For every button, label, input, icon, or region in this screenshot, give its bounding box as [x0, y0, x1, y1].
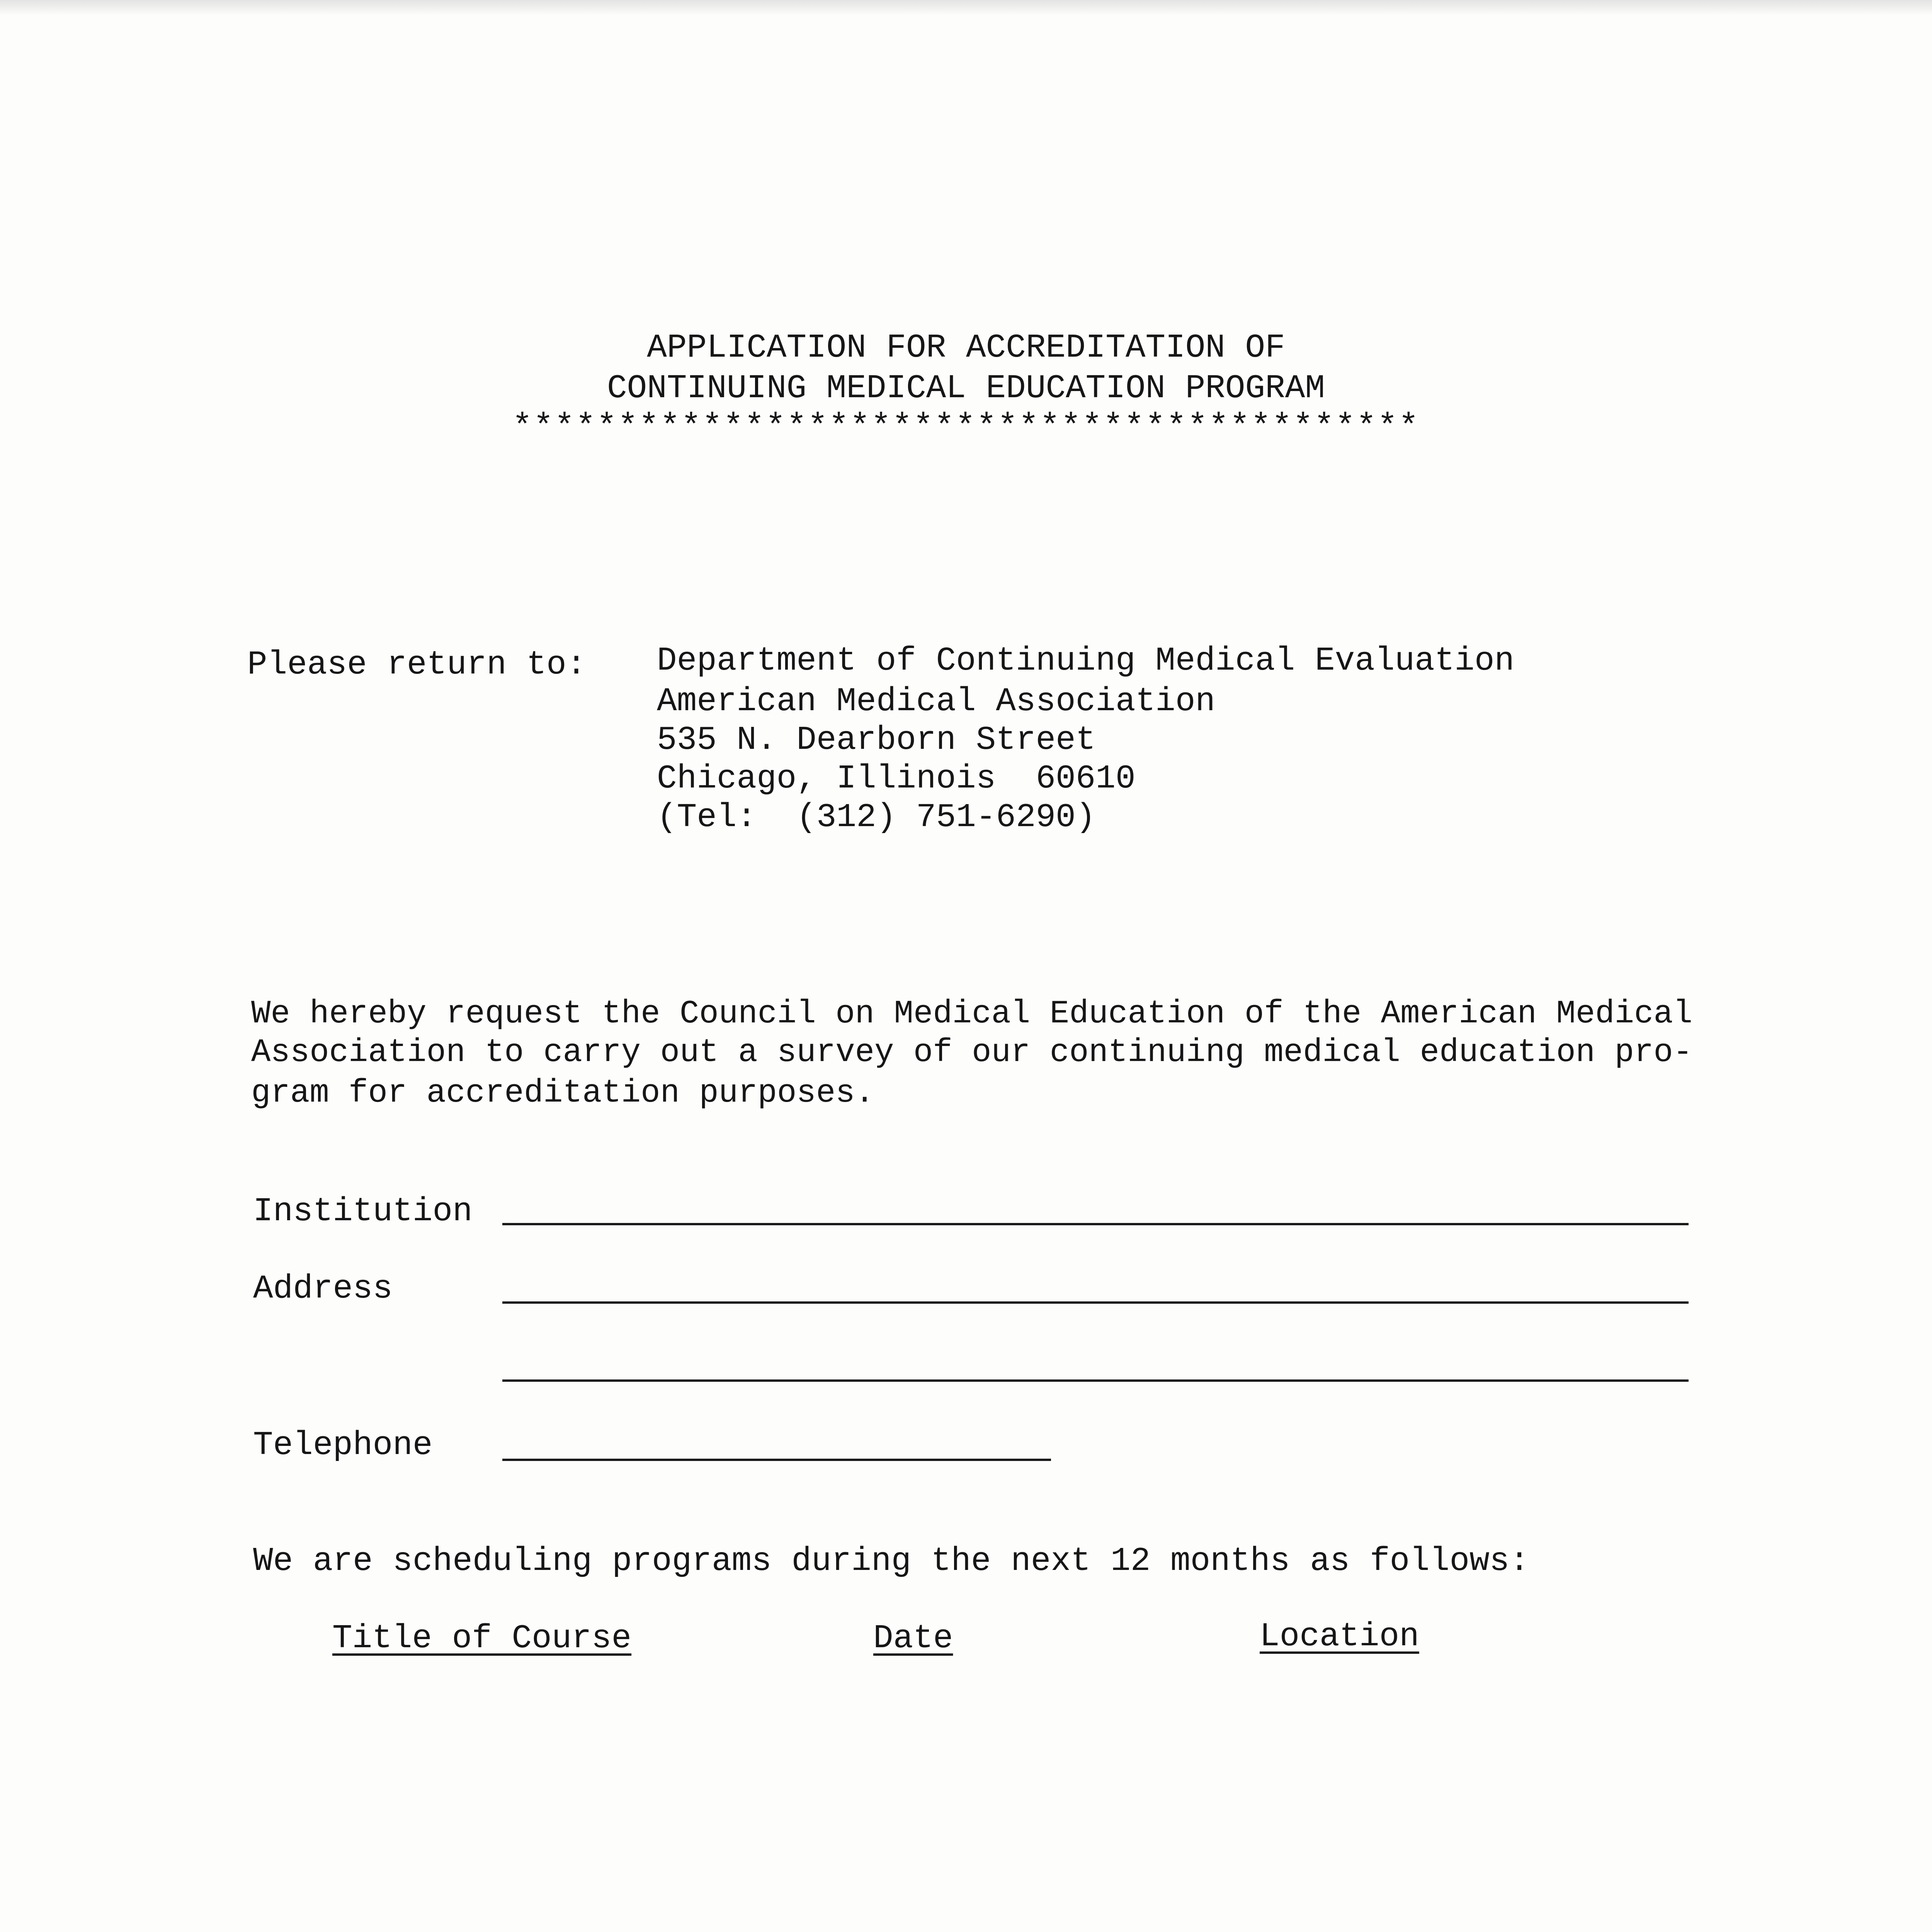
institution-line[interactable] — [502, 1223, 1689, 1225]
return-address-line: (Tel: (312) 751-6290) — [657, 798, 1096, 836]
telephone-label: Telephone — [253, 1426, 433, 1464]
schedule-intro: We are scheduling programs during the next 12 months as follows: — [253, 1542, 1529, 1580]
address-label: Address — [253, 1270, 393, 1308]
request-paragraph-line: Association to carry out a survey of our continuing medical education pro- — [251, 1034, 1693, 1071]
return-address-line: American Medical Association — [657, 682, 1216, 720]
column-header-location: Location — [1260, 1617, 1419, 1655]
form-title-stars: ******************************************* — [512, 408, 1420, 446]
address-line-2[interactable] — [502, 1379, 1689, 1382]
institution-label: Institution — [253, 1192, 473, 1230]
column-header-title: Title of Course — [332, 1619, 632, 1657]
return-address-line: 535 N. Dearborn Street — [657, 721, 1096, 759]
scan-edge-top — [0, 0, 1932, 15]
form-title-line2: CONTINUING MEDICAL EDUCATION PROGRAM — [607, 369, 1325, 407]
address-line-1[interactable] — [502, 1301, 1689, 1304]
form-title-line1: APPLICATION FOR ACCREDITATION OF — [647, 329, 1285, 367]
return-address-line: Chicago, Illinois 60610 — [657, 760, 1136, 798]
request-paragraph-line: We hereby request the Council on Medical Education of the American Medical — [251, 996, 1693, 1032]
return-to-label: Please return to: — [247, 646, 587, 684]
column-header-date: Date — [873, 1619, 953, 1657]
request-paragraph-line: gram for accreditation purposes. — [251, 1075, 875, 1112]
telephone-line[interactable] — [502, 1459, 1051, 1461]
return-address-line: Department of Continuing Medical Evaluation — [657, 642, 1515, 680]
